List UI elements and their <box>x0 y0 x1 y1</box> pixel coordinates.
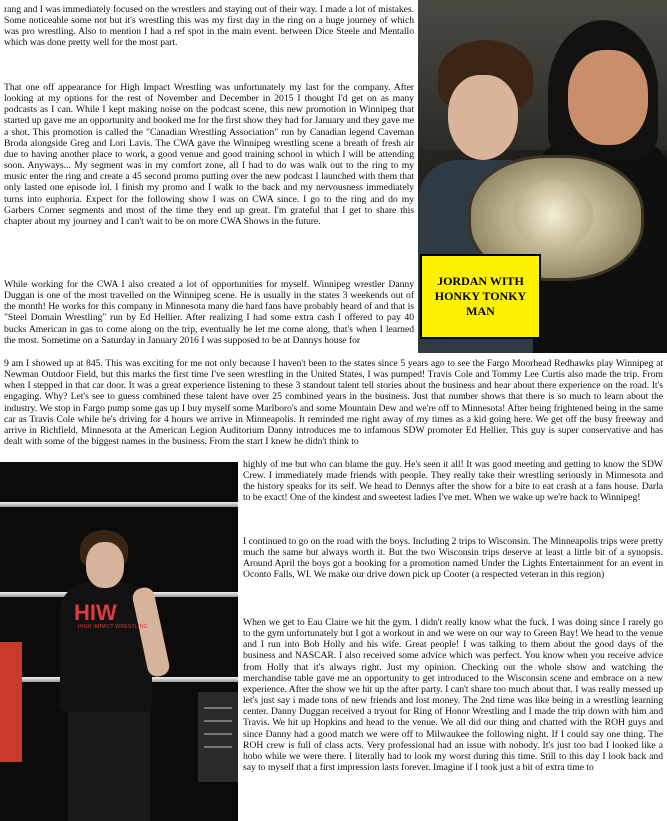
shirt-logo-subtitle: HIGH IMPACT WRESTLING <box>78 624 148 630</box>
shirt-logo: HIW <box>74 600 117 625</box>
photo-caption-text: JORDAN WITH HONKY TONKY MAN <box>434 274 527 318</box>
paragraph-high-impact-cwa: That one off appearance for High Impact Wrestling was unfortunately my last for the company. After looking at my options for the rest of November and December in 2015 I thought I'd get on as many podcasts as I can. While I kept making noise on the podcast scene, this new promotion in Winnipeg that started up gave me an opportunity and booked me for the first show they had for January and they gave me a shot. This promotion is called the "Canadian Wrestling Association" run by Canadian legend Caveman Broda alongside Greg and Lori Lavis. The CWA gave the Winnipeg wrestling scene a breath of fresh air due to having another place to work, a good venue and good training school in which I will be attending soon. Anyways... My segment was in my comfort zone, all I had to do was walk out to the ring to my music enter the ring and create a 45 second promo putting over the new podcast I launched with them that only lasted one episode lol. I finish my promo and I walk to the back and my nervousness immediately turns into euphoria. Expect for the following show I was on CWA since. I go to the ring and do my Garbers Corner segments and most of the time they end up great. I'm grateful that I get to share this chapter about my journey and I can't wait to be on more CWA Shows in the future. <box>4 82 414 227</box>
paragraph-sdw-crew: highly of me but who can blame the guy. He's seen it all! It was good meeting and getting to know the SDW Crew. I immediately made friends with people. They really take their wrestling seriously in Minnesota and the history speaks for its self. We head to Dennys after the show for a bite to eat crash at a fans house. Darla to be exact! One of the kindest and sweetest ladies I've met. When we wake up we're back to Winnipeg! <box>243 459 663 504</box>
paragraph-minnesota-trip: 9 am I showed up at 845. This was exciting for me not only because I haven't been to the states since 5 years ago to see the Fargo Moorhead Redhawks play Winnipeg at Newman Outdoor Field, but this marks the first time I've seen wrestling in the United States, I was pumped! Travis Cole and Tommy Lee Curtis also made the trip. From when I stepped in that car door. It was a great experience listening to these 3 standout talent tell stories about the business and hear about there experience on the road. It's engaging. Why? Let's see to guess combined these talent have over 25 combined years in the business. Just that number shows that there is so much to learn about the industry. We stop in Fargo pump some gas up I buy myself some Marlboro's and some Mountain Dew and we're off to Minnesota! After being frightened being in the same car as Travis Cole while he's driving for 4 hours we arrive in Minneapolis. It reminded me right away of my times as a kid going here. We get off the busy freeway and arrive in Richfield, Minnesota at the American Legion Auditorium Danny introduces me to infamous SDW promoter Ed Hellier. This guy is super conservative and has dealt with some of the biggest names in the business. From the start I knew he didn't think to <box>4 358 663 448</box>
paragraph-eau-claire-roh: When we get to Eau Claire we hit the gym. I didn't really know what the fuck. I was doing since I rarely go to the gym unfortunately but I got a workout in and we were on our way to Green Bay! We head to the venue and I run into Bob Holly and his wife. Great people! I was talking to them about the good days of the business and NASCAR. I also received some advice which was perfect. You know when you receive advice from Holly that it's always right. Just my opinion. Checking out the whole show and watching the merchandise table gave me an opportunity to get introduced to the Wisconsin scene and embrace on a new experience. After the show we hit up the after party. I can't share too much about that. I was really messed up let's just say i made tons of new friends and lost money. The 2nd time was like being in a wrestling learning center. Danny Duggan received a tryout for Ring of Honor Wrestling and I made the trip down with him and Travis. We hit up Hopkins and head to the venue. We all did our thing and chatted with the ROH guys and since Danny had a good match we were off to Milwaukee the following night. If I could say one thing. The ROH crew is full of class acts. Very professional had an issue with nobody. It's just too bad I looked like a hobo while we were there. I literally had to look my worst during this time. Still to this day I look back and say to myself that a first impression lasts forever. Imagine if I took just a bit of extra time to <box>243 617 663 774</box>
paragraph-wisconsin-trips: I continued to go on the road with the boys. Including 2 trips to Wisconsin. The Minneapolis trips were pretty much the same but always worth it. But the two Wisconsin trips deserve at least a little bit of a synopsis. Around April the boys got a booking for a promotion named Under the Lights Entertainment for an event in Oconto Falls, WI. We make our drive down pick up Cooter (a respected veteran in this region) <box>243 536 663 581</box>
photo-caption-box <box>420 254 541 339</box>
paragraph-ring-debut: rang and I was immediately focused on the wrestlers and staying out of their way. I made a lot of mistakes. Some noticeable some not but it's wrestling this was my first day in the ring on a huge journey of which was pro wrestling. Also to mention I had a ref spot in the main event. between Dice Steele and Mentallo which was done pretty well for the most part. <box>4 4 414 49</box>
photo-jordan-in-ring <box>0 462 238 821</box>
paragraph-sdw-intro: While working for the CWA I also created a lot of opportunities for myself. Winnipeg wrestler Danny Duggan is one of the most travelled on the Winnipeg scene. He is usually in the states 3 weekends out of the month! He works for this company in Minnesota many die hard fans have probably heard of and that is "Steel Domain Wrestling" run by Ed Hellier. After realizing I had some extra cash I offered to pay 40 bucks American in gas to come along on the trip, eventually he let me come along, that's when I learned the most. Sometime on a Saturday in January 2016 I was supposed to be at Dannys house for <box>4 279 414 346</box>
